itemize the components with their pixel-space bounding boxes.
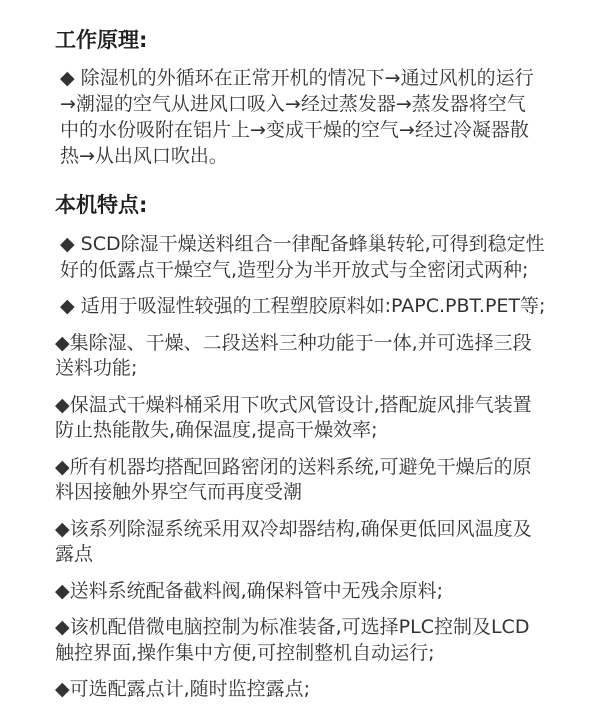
text-line: ◆ 适用于吸湿性较强的工程塑胶原料如:PAPC.PBT.PET等; (60, 295, 546, 317)
text-line: →潮湿的空气从进风口吸入→经过蒸发器→蒸发器将空气 (60, 93, 526, 115)
text-line: 露点 (55, 543, 94, 565)
bullet-item (0, 677, 589, 703)
bullet-item (0, 615, 589, 666)
text-line: 热→从出风口吹出。 (60, 145, 228, 167)
section-heading: 本机特点: (55, 193, 148, 217)
text-line: ◆集除湿、干燥、二段送料三种功能于一体,并可选择三段 (55, 331, 532, 354)
text-line: 送料功能; (55, 357, 138, 379)
principle-paragraph (0, 65, 589, 169)
text-line: ◆该系列除湿系统采用双冷却器结构,确保更低回风温度及 (55, 517, 532, 540)
text-line: ◆可选配露点计,随时监控露点; (55, 678, 311, 700)
section-heading: 工作原理: (55, 28, 148, 52)
bullet-item (0, 393, 589, 444)
text-line: ◆ 除湿机的外循环在正常开机的情况下→通过风机的运行 (60, 67, 534, 89)
bullet-item (0, 294, 589, 320)
text-line: 中的水份吸附在铝片上→变成干燥的空气→经过冷凝器散 (60, 119, 529, 141)
text-line: ◆该机配借微电脑控制为标准装备,可选择PLC控制及LCD (55, 616, 530, 638)
bullet-item (0, 232, 589, 283)
feature-list (0, 232, 589, 703)
text-line: 防止热能散失,确保温度,提高干燥效率; (55, 419, 378, 441)
bullet-item (0, 455, 589, 506)
text-line: ◆ SCD除湿干燥送料组合一律配备蜂巢转轮,可得到稳定性 (60, 233, 545, 255)
bullet-item (0, 579, 589, 605)
text-line: ◆保温式干燥料桶采用下吹式风管设计,搭配旋风排气装置 (55, 393, 532, 416)
section-machine-features (0, 191, 589, 703)
text-line: ◆所有机器均搭配回路密闭的送料系统,可避免干燥后的原 (55, 455, 532, 478)
section-work-principle (0, 26, 589, 169)
text-line: ◆送料系统配备截料阀,确保料管中无残余原料; (55, 579, 444, 602)
bullet-item (0, 331, 589, 382)
text-line: 料因接触外界空气而再度受潮 (55, 481, 303, 503)
bullet-item (0, 517, 589, 568)
text-line: 好的低露点干燥空气,造型分为半开放式与全密闭式两种; (60, 258, 529, 281)
text-line: 触控界面,操作集中方便,可控制整机自动运行; (55, 641, 435, 664)
